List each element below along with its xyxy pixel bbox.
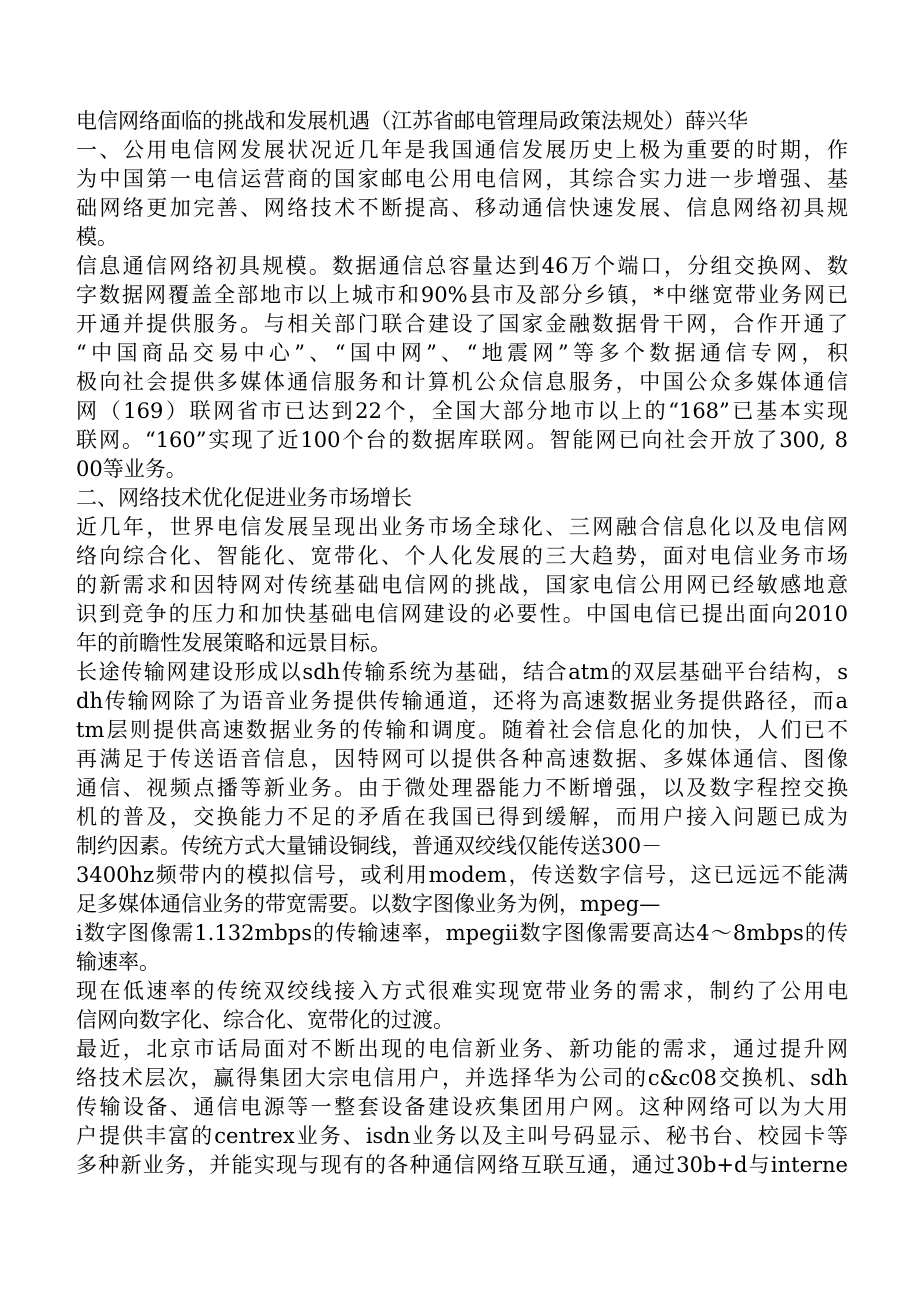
text-line: 信网向数字化、综合化、宽带化的过渡。 bbox=[76, 1008, 454, 1032]
text-line: 信息通信网络初具规模。数据通信总容量达到46万个端口，分组交换网、数 bbox=[76, 254, 848, 278]
text-line: 长途传输网建设形成以sdh传输系统为基础，结合atm的双层基础平台结构，s bbox=[76, 660, 848, 684]
text-line: 络向综合化、智能化、宽带化、个人化发展的三大趋势，面对电信业务市场 bbox=[76, 544, 848, 568]
text-line: 最近，北京市话局面对不断出现的电信新业务、新功能的需求，通过提升网 bbox=[76, 1037, 848, 1061]
text-line: 联网。“160”实现了近100个台的数据库联网。智能网已向社会开放了300, 8 bbox=[76, 428, 848, 452]
text-line: 现在低速率的传统双绞线接入方式很难实现宽带业务的需求，制约了公用电 bbox=[76, 979, 848, 1003]
text-line: 字数据网覆盖全部地市以上城市和90%县市及部分乡镇，*中继宽带业务网已 bbox=[76, 283, 848, 307]
text-line: 识到竞争的压力和加快基础电信网建设的必要性。中国电信已提出面向2010 bbox=[76, 602, 848, 626]
text-line: 3400hz频带内的模拟信号，或利用modem，传送数字信号，这已远远不能满 bbox=[76, 863, 848, 887]
text-line: 机的普及，交换能力不足的矛盾在我国已得到缓解，而用户接入问题已成为 bbox=[76, 805, 848, 829]
text-line: 多种新业务，并能实现与现有的各种通信网络互联互通，通过30b+d与interne bbox=[76, 1153, 848, 1177]
text-line: 络技术层次，赢得集团大宗电信用户，并选择华为公司的c&c08交换机、sdh bbox=[76, 1066, 848, 1090]
text-line: 通信、视频点播等新业务。由于微处理器能力不断增强，以及数字程控交换 bbox=[76, 776, 848, 800]
document-body bbox=[76, 107, 848, 1180]
text-line: 一、公用电信网发展状况近几年是我国通信发展历史上极为重要的时期，作 bbox=[76, 138, 848, 162]
text-line: 传输设备、通信电源等一整套设备建设疚集团用户网。这种网络可以为大用 bbox=[76, 1095, 848, 1119]
text-line: 近几年，世界电信发展呈现出业务市场全球化、三网融合信息化以及电信网 bbox=[76, 515, 848, 539]
section-heading: 二、网络技术优化促进业务市场增长 bbox=[76, 486, 412, 510]
text-line: 础网络更加完善、网络技术不断提高、移动通信快速发展、信息网络初具规 bbox=[76, 196, 848, 220]
text-line: 足多媒体通信业务的带宽需要。以数字图像业务为例，mpeg— bbox=[76, 892, 661, 916]
text-line: i数字图像需1.132mbps的传输速率，mpegii数字图像需要高达4～8mbps的传 bbox=[76, 921, 848, 945]
text-line: 网（169）联网省市已达到22个，全国大部分地市以上的“168”已基本实现 bbox=[76, 399, 848, 423]
text-line: 再满足于传送语音信息，因特网可以提供各种高速数据、多媒体通信、图像 bbox=[76, 747, 848, 771]
text-line: 为中国第一电信运营商的国家邮电公用电信网，其综合实力进一步增强、基 bbox=[76, 167, 848, 191]
text-line: 的新需求和因特网对传统基础电信网的挑战，国家电信公用网已经敏感地意 bbox=[76, 573, 848, 597]
document-title: 电信网络面临的挑战和发展机遇（江苏省邮电管理局政策法规处）薛兴华 bbox=[76, 109, 748, 133]
text-line: 制约因素。传统方式大量铺设铜线，普通双绞线仅能传送300－ bbox=[76, 834, 663, 858]
text-line: 极向社会提供多媒体通信服务和计算机公众信息服务，中国公众多媒体通信 bbox=[76, 370, 848, 394]
text-line: 模。 bbox=[76, 225, 118, 249]
text-line: 开通并提供服务。与相关部门联合建设了国家金融数据骨干网，合作开通了 bbox=[76, 312, 848, 336]
text-line: tm层则提供高速数据业务的传输和调度。随着社会信息化的加快，人们已不 bbox=[76, 718, 848, 742]
text-line: “中国商品交易中心”、“国中网”、“地震网”等多个数据通信专网，积 bbox=[76, 341, 848, 365]
text-line: dh传输网除了为语音业务提供传输通道，还将为高速数据业务提供路径，而a bbox=[76, 689, 848, 713]
text-line: 户提供丰富的centrex业务、isdn业务以及主叫号码显示、秘书台、校园卡等 bbox=[76, 1124, 848, 1148]
text-line: 年的前瞻性发展策略和远景目标。 bbox=[76, 631, 391, 655]
text-line: 输速率。 bbox=[76, 950, 160, 974]
text-line: 00等业务。 bbox=[76, 457, 187, 481]
